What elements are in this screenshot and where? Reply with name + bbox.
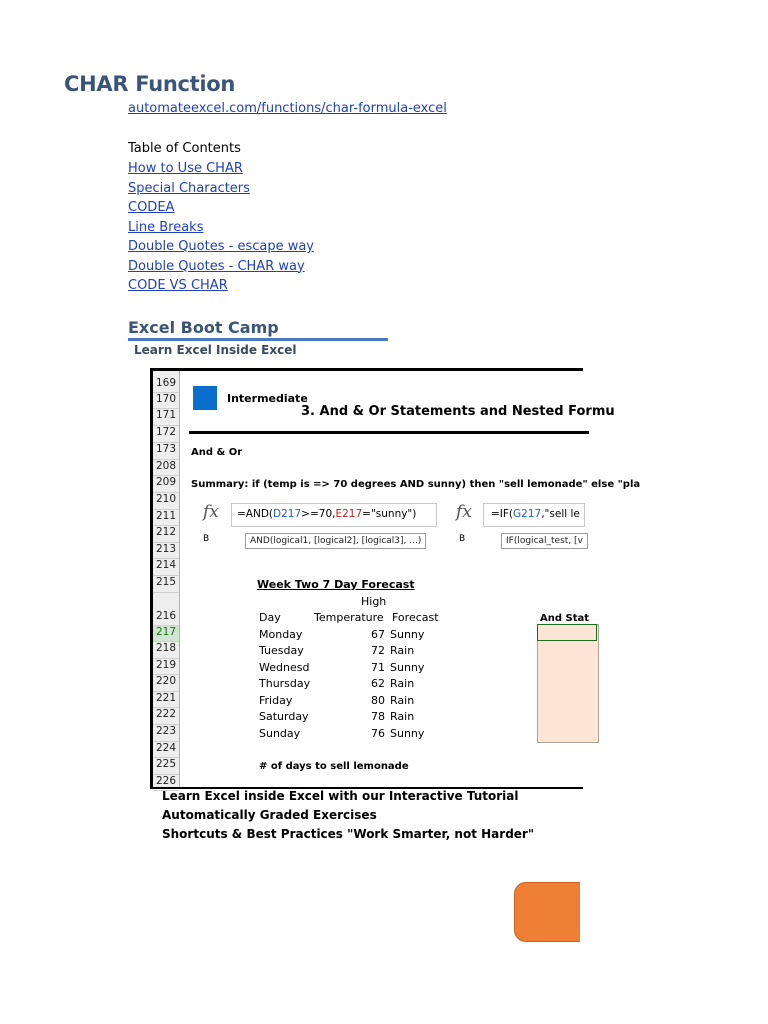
forecast-weather: Sunny bbox=[390, 628, 425, 641]
and-statement-header: And Stat bbox=[540, 613, 590, 624]
ad-line-2: Automatically Graded Exercises bbox=[162, 808, 377, 822]
row-number: 213 bbox=[153, 543, 179, 559]
row-number: 169 bbox=[153, 377, 179, 393]
row-number: 209 bbox=[153, 476, 179, 493]
forecast-title: Week Two 7 Day Forecast bbox=[257, 578, 415, 591]
row-number: 222 bbox=[153, 708, 179, 725]
formula-1-text: =AND(D217>=70,E217="sunny") bbox=[237, 508, 417, 520]
row-number: 210 bbox=[153, 493, 179, 510]
toc-link-double-quotes-escape[interactable]: Double Quotes - escape way bbox=[128, 239, 315, 254]
function-tooltip-1: AND(logical1, [logical2], [logical3], ...) bbox=[245, 533, 426, 549]
ad-line-3: Shortcuts & Best Practices "Work Smarter, not Harder" bbox=[162, 827, 535, 841]
forecast-temp: 80 bbox=[371, 694, 385, 707]
row-number: 172 bbox=[153, 426, 179, 443]
header-forecast: Forecast bbox=[392, 611, 439, 624]
forecast-temp: 76 bbox=[371, 727, 385, 740]
toc-link-how-to-use-char[interactable]: How to Use CHAR bbox=[128, 161, 243, 176]
header-temperature: Temperature bbox=[314, 611, 384, 624]
toc-link-special-characters[interactable]: Special Characters bbox=[128, 180, 250, 196]
bootcamp-underline bbox=[128, 338, 388, 341]
level-square-icon bbox=[193, 386, 217, 410]
row-number: 214 bbox=[153, 559, 179, 576]
forecast-temp: 67 bbox=[371, 628, 385, 641]
forecast-temp: 62 bbox=[371, 677, 385, 690]
row-number: 224 bbox=[153, 742, 179, 758]
row-number: 223 bbox=[153, 725, 179, 742]
ad-line-1: Learn Excel inside Excel with our Interactive Tutorial bbox=[162, 789, 519, 803]
forecast-day: Thursday bbox=[259, 677, 311, 690]
forecast-day: Monday bbox=[259, 628, 303, 641]
header-high: High bbox=[361, 595, 387, 608]
summary-text: Summary: if (temp is => 70 degrees AND sunny) then "sell lemonade" else "pla bbox=[191, 479, 641, 490]
forecast-weather: Rain bbox=[390, 710, 415, 723]
fx-icon[interactable]: fx bbox=[456, 502, 472, 522]
forecast-day: Friday bbox=[259, 694, 293, 707]
toc-heading: Table of Contents bbox=[128, 141, 241, 156]
row-number: 216 bbox=[153, 593, 179, 626]
source-url-link[interactable]: automateexcel.com/functions/char-formula-excel bbox=[128, 101, 447, 116]
forecast-temp: 78 bbox=[371, 710, 385, 723]
row-number: 225 bbox=[153, 758, 179, 775]
level-label: Intermediate bbox=[227, 392, 308, 405]
row-number: 215 bbox=[153, 576, 179, 593]
row-number: 173 bbox=[153, 443, 179, 460]
forecast-day: Wednesd bbox=[259, 661, 310, 674]
answer-cells[interactable] bbox=[537, 624, 599, 743]
forecast-weather: Rain bbox=[390, 677, 415, 690]
toc-link-double-quotes-char[interactable]: Double Quotes - CHAR way bbox=[128, 258, 305, 274]
row-number: 226 bbox=[153, 775, 179, 791]
row-number: 212 bbox=[153, 526, 179, 543]
row-number: 171 bbox=[153, 409, 179, 426]
section-title: 3. And & Or Statements and Nested Formu bbox=[301, 404, 615, 419]
page-title: CHAR Function bbox=[64, 72, 236, 96]
fx-icon[interactable]: fx bbox=[203, 502, 219, 522]
row-number: 208 bbox=[153, 460, 179, 476]
row-number: 221 bbox=[153, 692, 179, 708]
column-b-label: B bbox=[203, 534, 210, 544]
forecast-weather: Sunny bbox=[390, 661, 425, 674]
row-number: 170 bbox=[153, 393, 179, 409]
orange-cta-button[interactable] bbox=[514, 882, 580, 942]
toc-link-codea[interactable]: CODEA bbox=[128, 200, 175, 215]
bootcamp-title: Excel Boot Camp bbox=[128, 318, 279, 337]
function-tooltip-2: IF(logical_test, [v bbox=[501, 533, 588, 549]
header-day: Day bbox=[259, 611, 281, 624]
selected-cell[interactable] bbox=[537, 624, 597, 641]
row-number-column bbox=[153, 371, 180, 787]
lemonade-days-label: # of days to sell lemonade bbox=[259, 761, 409, 772]
bootcamp-subtitle: Learn Excel Inside Excel bbox=[134, 343, 297, 357]
column-b-label: B bbox=[459, 534, 466, 544]
row-number-selected: 217 bbox=[153, 626, 179, 642]
toc-link-line-breaks[interactable]: Line Breaks bbox=[128, 219, 204, 235]
row-number: 220 bbox=[153, 675, 179, 692]
forecast-weather: Rain bbox=[390, 644, 415, 657]
forecast-weather: Rain bbox=[390, 694, 415, 707]
toc-link-code-vs-char[interactable]: CODE VS CHAR bbox=[128, 278, 228, 293]
forecast-temp: 71 bbox=[371, 661, 385, 674]
section-rule bbox=[189, 429, 589, 435]
forecast-day: Tuesday bbox=[259, 644, 304, 657]
table-of-contents bbox=[128, 160, 314, 297]
forecast-temp: 72 bbox=[371, 644, 385, 657]
formula-2-text: =IF(G217,"sell le bbox=[491, 508, 580, 520]
row-number: 219 bbox=[153, 659, 179, 675]
spreadsheet-screenshot[interactable] bbox=[150, 368, 641, 789]
row-number: 211 bbox=[153, 510, 179, 526]
forecast-day: Saturday bbox=[259, 710, 309, 723]
and-or-label: And & Or bbox=[191, 447, 243, 458]
forecast-weather: Sunny bbox=[390, 727, 425, 740]
row-number: 218 bbox=[153, 642, 179, 659]
forecast-day: Sunday bbox=[259, 727, 301, 740]
